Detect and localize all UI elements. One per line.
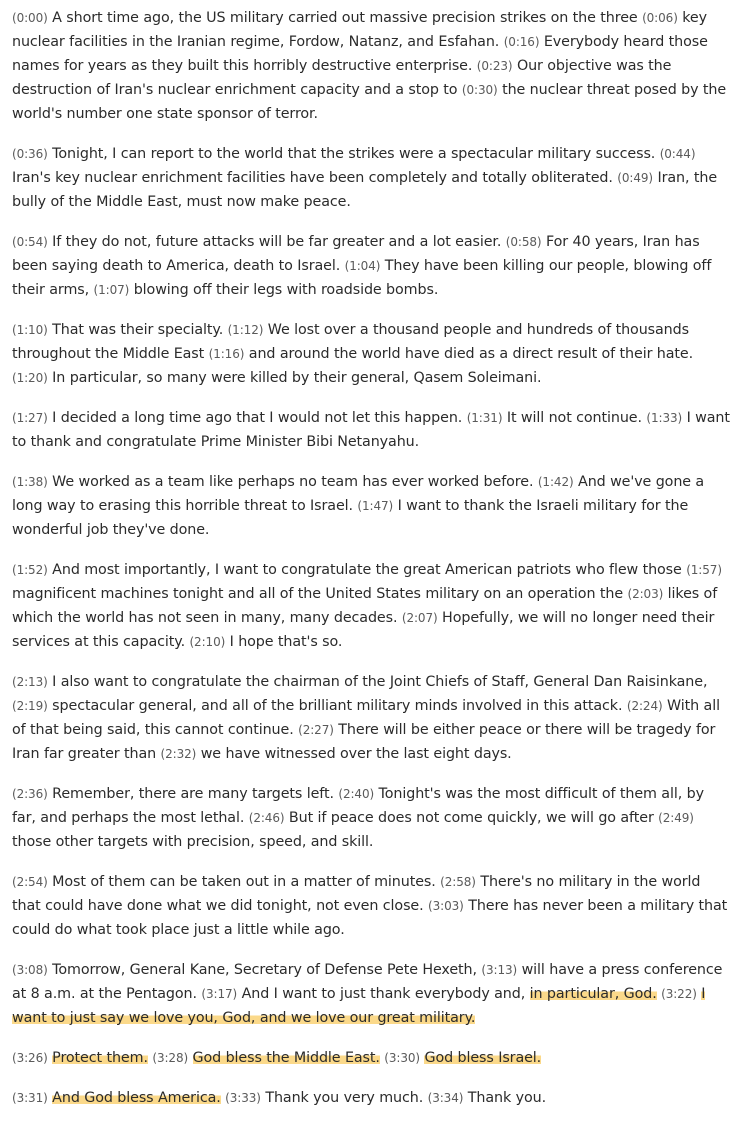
timestamp: (0:23) — [476, 59, 513, 73]
transcript-text: We lost over a thousand people and hundreds of thousands throughout the Middle East — [12, 322, 689, 362]
timestamp: (1:20) — [12, 371, 48, 385]
transcript-text: There will be either peace or there will be tragedy for Iran far greater than — [12, 722, 716, 762]
highlighted-text: in particular, God. — [529, 986, 657, 1002]
transcript-text: Everybody heard those names for years as they built this horribly destructive enterprise. — [12, 34, 708, 74]
transcript-text: But if peace does not come quickly, we will go after — [288, 810, 654, 826]
transcript-text: key nuclear facilities in the Iranian regime, Fordow, Natanz, and Esfahan. — [12, 10, 707, 50]
timestamp: (3:17) — [201, 987, 238, 1001]
transcript-paragraph — [12, 782, 732, 854]
transcript-text: Tonight, I can report to the world that the strikes were a spectacular military success. — [52, 146, 656, 162]
timestamp: (2:24) — [626, 699, 663, 713]
transcript-text: blowing off their legs with roadside bombs. — [133, 282, 439, 298]
transcript-text: Iran, the bully of the Middle East, must now make peace. — [12, 170, 718, 210]
timestamp: (3:03) — [428, 899, 464, 913]
transcript-text: Hopefully, we will no longer need their services at this capacity. — [12, 610, 715, 650]
timestamp: (1:57) — [686, 563, 722, 577]
timestamp: (3:31) — [12, 1091, 48, 1105]
transcript-paragraph — [12, 670, 732, 766]
timestamp: (3:26) — [12, 1051, 48, 1065]
timestamp: (2:46) — [248, 811, 285, 825]
timestamp: (1:27) — [12, 411, 48, 425]
transcript-text: magnificent machines tonight and all of the United States military on an operation the — [12, 586, 624, 602]
transcript-paragraph — [12, 470, 732, 542]
timestamp: (2:58) — [440, 875, 476, 889]
highlighted-text: I want to just say we love you, God, and we love our great military. — [12, 986, 706, 1026]
timestamp: (2:32) — [160, 747, 197, 761]
transcript-text: Iran's key nuclear enrichment facilities have been completely and totally obliterated. — [12, 170, 613, 186]
timestamp: (2:27) — [298, 723, 334, 737]
transcript-text: For 40 years, Iran has been saying death to America, death to Israel. — [12, 234, 700, 274]
transcript-text: And most importantly, I want to congratulate the great American patriots who flew those — [52, 562, 682, 578]
transcript-text: we have witnessed over the last eight days. — [200, 746, 512, 762]
timestamp: (0:00) — [12, 11, 48, 25]
timestamp: (3:28) — [152, 1051, 189, 1065]
timestamp: (2:40) — [338, 787, 375, 801]
timestamp: (0:44) — [659, 147, 696, 161]
transcript-text: They have been killing our people, blowing off their arms, — [12, 258, 712, 298]
transcript-text: It will not continue. — [506, 410, 642, 426]
transcript-text: In particular, so many were killed by their general, Qasem Soleimani. — [52, 370, 542, 386]
transcript-text: Our objective was the destruction of Iran's nuclear enrichment capacity and a stop to — [12, 58, 672, 98]
timestamp: (1:33) — [646, 411, 683, 425]
timestamp: (3:08) — [12, 963, 48, 977]
transcript-text: There's no military in the world that could have done what we did tonight, not even close. — [12, 874, 701, 914]
transcript-paragraph — [12, 142, 732, 214]
transcript-text: I hope that's so. — [229, 634, 343, 650]
transcript-text: That was their specialty. — [52, 322, 224, 338]
highlighted-text: Protect them. — [52, 1050, 148, 1066]
transcript-text: With all of that being said, this cannot continue. — [12, 698, 720, 738]
transcript-text: spectacular general, and all of the brilliant military minds involved in this attack. — [52, 698, 623, 714]
transcript-text: those other targets with precision, speed, and skill. — [12, 834, 374, 850]
timestamp: (1:38) — [12, 475, 48, 489]
transcript-text: Remember, there are many targets left. — [52, 786, 334, 802]
transcript-paragraph — [12, 318, 732, 390]
timestamp: (2:54) — [12, 875, 48, 889]
timestamp: (1:04) — [344, 259, 381, 273]
timestamp: (2:13) — [12, 675, 48, 689]
transcript-text: I want to thank the Israeli military for the wonderful job they've done. — [12, 498, 689, 538]
transcript-text: likes of which the world has not seen in many, many decades. — [12, 586, 718, 626]
timestamp: (0:58) — [505, 235, 542, 249]
timestamp: (2:10) — [189, 635, 226, 649]
transcript-text: I decided a long time ago that I would not let this happen. — [52, 410, 463, 426]
timestamp: (1:10) — [12, 323, 48, 337]
transcript-paragraph — [12, 230, 732, 302]
transcript-text: Thank you very much. — [265, 1090, 424, 1106]
timestamp: (3:30) — [384, 1051, 421, 1065]
transcript-paragraph — [12, 558, 732, 654]
timestamp: (2:07) — [401, 611, 438, 625]
timestamp: (0:49) — [617, 171, 654, 185]
timestamp: (1:16) — [208, 347, 245, 361]
transcript-paragraph — [12, 6, 732, 126]
transcript-text: Thank you. — [467, 1090, 547, 1106]
timestamp: (3:13) — [481, 963, 518, 977]
transcript-text: A short time ago, the US military carried out massive precision strikes on the three — [52, 10, 638, 26]
transcript — [12, 6, 732, 1126]
transcript-text: There has never been a military that could do what took place just a little while ago. — [12, 898, 728, 938]
highlighted-text: God bless Israel. — [424, 1050, 542, 1066]
transcript-paragraph — [12, 406, 732, 454]
transcript-text: the nuclear threat posed by the world's number one state sponsor of terror. — [12, 82, 727, 122]
timestamp: (3:22) — [661, 987, 697, 1001]
timestamp: (2:19) — [12, 699, 48, 713]
transcript-text: Tonight's was the most difficult of them all, by far, and perhaps the most lethal. — [12, 786, 704, 826]
timestamp: (1:52) — [12, 563, 48, 577]
timestamp: (1:07) — [93, 283, 130, 297]
transcript-paragraph — [12, 870, 732, 942]
timestamp: (0:36) — [12, 147, 48, 161]
timestamp: (1:12) — [227, 323, 264, 337]
timestamp: (1:47) — [357, 499, 394, 513]
timestamp: (0:30) — [461, 83, 498, 97]
timestamp: (0:54) — [12, 235, 48, 249]
highlighted-text: And God bless America. — [52, 1090, 221, 1106]
timestamp: (2:36) — [12, 787, 48, 801]
timestamp: (1:31) — [466, 411, 503, 425]
transcript-text: If they do not, future attacks will be far greater and a lot easier. — [52, 234, 502, 250]
timestamp: (0:06) — [642, 11, 678, 25]
transcript-paragraph — [12, 1086, 732, 1110]
transcript-text: I want to thank and congratulate Prime Minister Bibi Netanyahu. — [12, 410, 730, 450]
transcript-text: And I want to just thank everybody and, — [241, 986, 526, 1002]
transcript-text: We worked as a team like perhaps no team has ever worked before. — [52, 474, 534, 490]
transcript-text: will have a press conference at 8 a.m. at the Pentagon. — [12, 962, 723, 1002]
timestamp: (0:16) — [503, 35, 540, 49]
transcript-text: Tomorrow, General Kane, Secretary of Defense Pete Hexeth, — [52, 962, 477, 978]
transcript-text: and around the world have died as a direct result of their hate. — [248, 346, 694, 362]
timestamp: (3:34) — [427, 1091, 464, 1105]
timestamp: (2:49) — [658, 811, 694, 825]
transcript-paragraph — [12, 958, 732, 1030]
timestamp: (2:03) — [627, 587, 664, 601]
timestamp: (3:33) — [225, 1091, 261, 1105]
transcript-text: Most of them can be taken out in a matter of minutes. — [52, 874, 436, 890]
highlighted-text: God bless the Middle East. — [192, 1050, 380, 1066]
timestamp: (1:42) — [537, 475, 574, 489]
transcript-paragraph — [12, 1046, 732, 1070]
transcript-text: I also want to congratulate the chairman of the Joint Chiefs of Staff, General Dan Raisinkane, — [52, 674, 708, 690]
transcript-text: And we've gone a long way to erasing this horrible threat to Israel. — [12, 474, 705, 514]
